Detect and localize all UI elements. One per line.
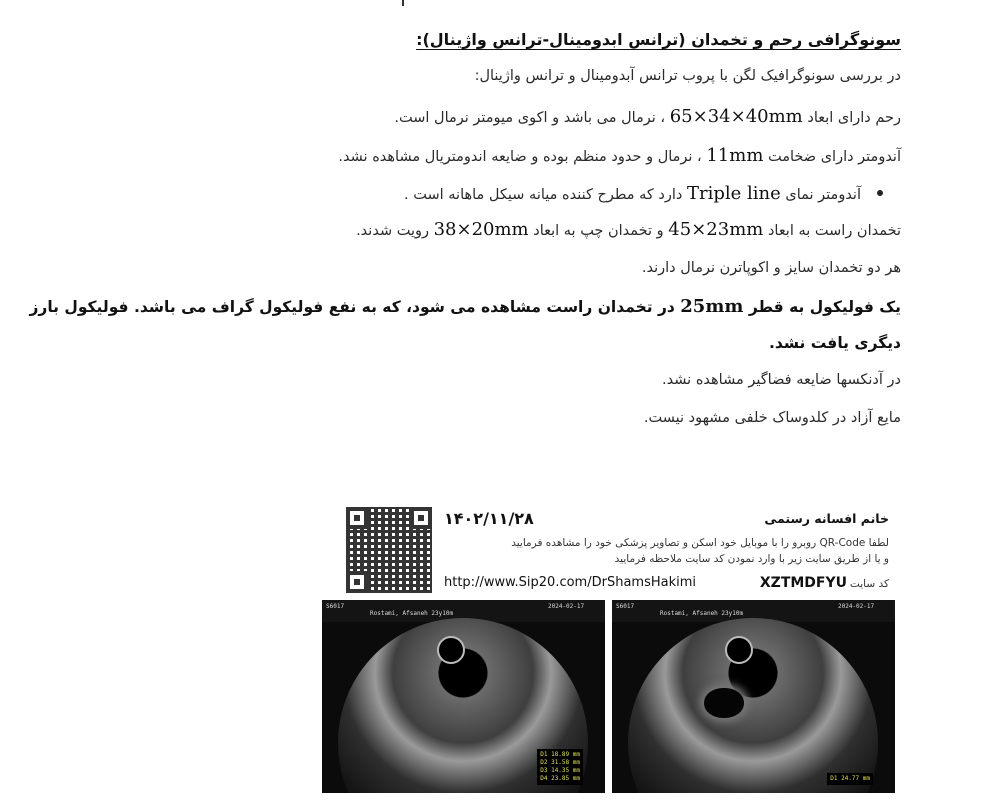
adnexa-finding: در آدنکسها ضایعه فضاگیر مشاهده نشد.: [662, 372, 901, 388]
ovary-text-b: و تخمدان چپ به ابعاد: [533, 223, 664, 239]
ultrasound-image-card: [320, 497, 897, 794]
right-ovary-dimensions: 45×23mm: [668, 219, 764, 240]
qr-finder-bottom-left: [346, 571, 368, 593]
left-ovary-dimensions: 38×20mm: [433, 219, 529, 240]
site-url-link[interactable]: http://www.Sip20.com/DrShamsHakimi: [444, 575, 697, 590]
report-title: سونوگرافی رحم و تخمدان (ترانس ابدومینال-ترانس واژینال):: [416, 30, 901, 49]
ovary-text-a: تخمدان راست به ابعاد: [767, 223, 901, 239]
follicle-image: [704, 688, 744, 718]
measurements-left: [537, 749, 583, 785]
endometrium-text-post: ، نرمال و حدود منظم بوده و ضایعه اندومتریال مشاهده نشد.: [338, 149, 702, 165]
bullet-icon: [877, 190, 883, 196]
ultrasound-image-right: [612, 600, 895, 793]
free-fluid-finding: مایع آزاد در کلدوساک خلفی مشهود نیست.: [643, 410, 901, 426]
left-header-id: S6017: [326, 603, 345, 610]
endometrium-text-pre: آندومتر دارای ضخامت: [768, 149, 901, 165]
right-header-date: 2024-02-17: [838, 603, 875, 610]
follicle-finding: [29, 296, 901, 317]
right-header-id: S6017: [616, 603, 635, 610]
right-measurement-1: D1 24.77 mm: [830, 774, 870, 782]
triple-line-bullet: [404, 183, 861, 204]
left-measurement-2: D2 31.58 mm: [540, 758, 580, 766]
ultrasound-image-left: [322, 600, 605, 793]
site-code-label: کد سایت: [849, 578, 889, 590]
qr-finder-top-right: [410, 507, 432, 529]
triple-text-post: دارد که مطرح کننده میانه سیکل ماهانه است .: [404, 187, 683, 203]
right-header-patient: Rostami, Afsaneh 23y10m: [660, 610, 744, 617]
endometrium-finding: [338, 145, 901, 166]
uterus-finding: [394, 106, 901, 127]
report-intro: در بررسی سونوگرافیک لگن با پروب ترانس آبدومینال و ترانس واژینال:: [474, 68, 901, 84]
ovary-text-c: رویت شدند.: [356, 223, 429, 239]
qr-finder-top-left: [346, 507, 368, 529]
endometrium-thickness: 11mm: [706, 145, 764, 166]
left-header-patient: Rostami, Afsaneh 23y10m: [370, 610, 454, 617]
uterus-text-pre: رحم دارای ابعاد: [807, 110, 901, 126]
left-header-date: 2024-02-17: [548, 603, 585, 610]
exam-date: ۱۴۰۲/۱۱/۲۸: [444, 509, 534, 528]
left-measurement-4: D4 23.85 mm: [540, 774, 580, 782]
triple-text-pre: آندومتر نمای: [785, 187, 861, 203]
ovary-dimensions-finding: [356, 219, 901, 240]
ovary-normal-finding: هر دو تخمدان سایز و اکوپاترن نرمال دارند.: [641, 260, 901, 276]
qr-instruction-line-1: لطفا QR-Code روبرو را با موبایل خود اسکن و تصاویر پزشکی خود را مشاهده فرمایید: [511, 537, 889, 549]
measurements-right: [827, 773, 873, 785]
qr-code-icon[interactable]: [346, 507, 432, 593]
left-measurement-1: D1 18.89 mm: [540, 750, 580, 758]
qr-instruction-line-2: و یا از طریق سایت زیر با وارد نمودن کد سایت ملاحظه فرمایید: [614, 553, 889, 565]
triple-line-term: Triple line: [686, 183, 781, 204]
follicle-text-pre: یک فولیکول به قطر: [748, 298, 901, 316]
follicle-text-post: در تخمدان راست مشاهده می شود، که به نفع فولیکول گراف می باشد. فولیکول بارز: [29, 298, 675, 316]
probe-artifact-right: [725, 636, 753, 664]
patient-name: خانم افسانه رستمی: [764, 511, 889, 526]
uterus-text-post: ، نرمال می باشد و اکوی میومتر نرمال است.: [394, 110, 666, 126]
follicle-size: 25mm: [680, 296, 744, 317]
uterus-dimensions: 65×34×40mm: [669, 106, 803, 127]
follicle-finding-continued: دیگری یافت نشد.: [768, 334, 901, 352]
ultrasound-fan-right: [628, 618, 878, 793]
left-measurement-3: D3 14.35 mm: [540, 766, 580, 774]
probe-artifact-left: [437, 636, 465, 664]
site-code: XZTMDFYU: [759, 575, 847, 591]
